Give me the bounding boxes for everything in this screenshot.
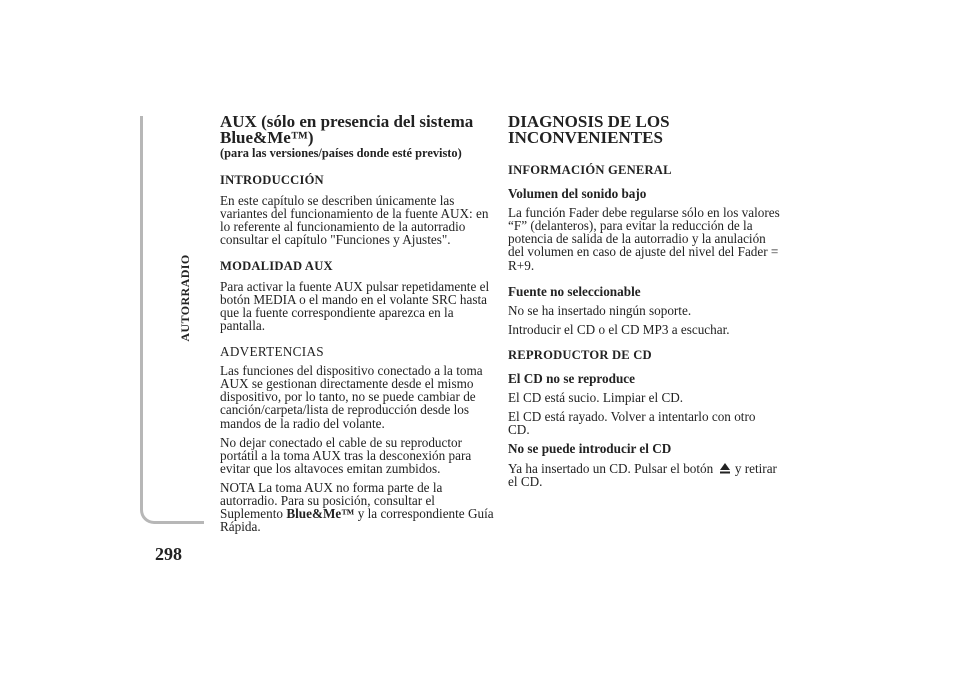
- aux-title: AUX (sólo en presencia del sistema Blue&Me™): [220, 112, 474, 147]
- note-text-end: y la correspondiente Guía Rápida.: [220, 506, 494, 535]
- warnings-heading: ADVERTENCIAS: [220, 344, 324, 360]
- intro-heading: INTRODUCCIÓN: [220, 173, 324, 188]
- page-number: 298: [155, 544, 182, 564]
- cd-noplay-text-2: El CD está rayado. Volver a intentarlo con otro CD.: [508, 409, 756, 438]
- warnings-text-1: Las funciones del dispositivo conectado a la toma AUX se gestionan directamente desde el mismo dispositivo, por lo tanto, no se puede cambiar de canción/carpeta/lista de reproducción desde los mandos de la radio del volante.: [220, 363, 483, 431]
- warnings-text-2: No dejar conectado el cable de su reproductor portátil a la toma AUX tras la desconexión para evitar que los altavoces emitan zumbidos.: [220, 434, 472, 476]
- note-bold-brand: Blue&Me™: [286, 506, 355, 522]
- cd-insert-text: [508, 462, 780, 488]
- diagnosis-title: DIAGNOSIS DE LOS INCONVENIENTES: [508, 112, 670, 147]
- general-info-heading: INFORMACIÓN GENERAL: [508, 163, 672, 177]
- intro-text: En este capítulo se describen únicamente las variantes del funcionamiento de la fuente AUX: en lo referente al funcionamiento de la autorradio consultar el capítulo "Funciones y Ajustes".: [220, 193, 489, 248]
- source-heading: Fuente no seleccionable: [508, 283, 641, 299]
- cd-insert-text-end: y retirar el CD.: [508, 460, 777, 489]
- note-text-start: NOTA La toma AUX no forma parte de la autorradio. Para su posición, consultar el Suplemento: [220, 479, 443, 522]
- low-volume-heading: Volumen del sonido bajo: [508, 186, 647, 202]
- mode-heading: MODALIDAD AUX: [220, 258, 333, 273]
- note-text: [220, 481, 496, 533]
- mode-text: Para activar la fuente AUX pulsar repetidamente el botón MEDIA o el mando en el volante SRC hasta que la fuente correspondiente aparezca en la pantalla.: [220, 278, 490, 333]
- aux-subtitle: (para las versiones/países donde esté previsto): [220, 146, 462, 160]
- cd-noplay-heading: El CD no se reproduce: [508, 371, 635, 387]
- cd-noplay-text-1: El CD está sucio. Limpiar el CD.: [508, 390, 684, 406]
- cd-insert-heading: No se puede introducir el CD: [508, 441, 672, 457]
- cd-insert-text-start: Ya ha insertado un CD. Pulsar el botón: [508, 460, 714, 476]
- cd-player-heading: REPRODUCTOR DE CD: [508, 347, 652, 362]
- source-text-2: Introducir el CD o el CD MP3 a escuchar.: [508, 321, 730, 337]
- left-column: [220, 114, 496, 533]
- eject-icon: [720, 463, 730, 474]
- low-volume-text: La función Fader debe regularse sólo en los valores “F” (delanteros), para evitar la reducción de la potencia de salida de la autorradio y la anulación del volumen en caso de ajuste del nivel del Fader = R+9.: [508, 205, 780, 273]
- source-text-1: No se ha insertado ningún soporte.: [508, 302, 692, 318]
- margin-decoration-line: [140, 116, 204, 524]
- right-column: [508, 114, 780, 488]
